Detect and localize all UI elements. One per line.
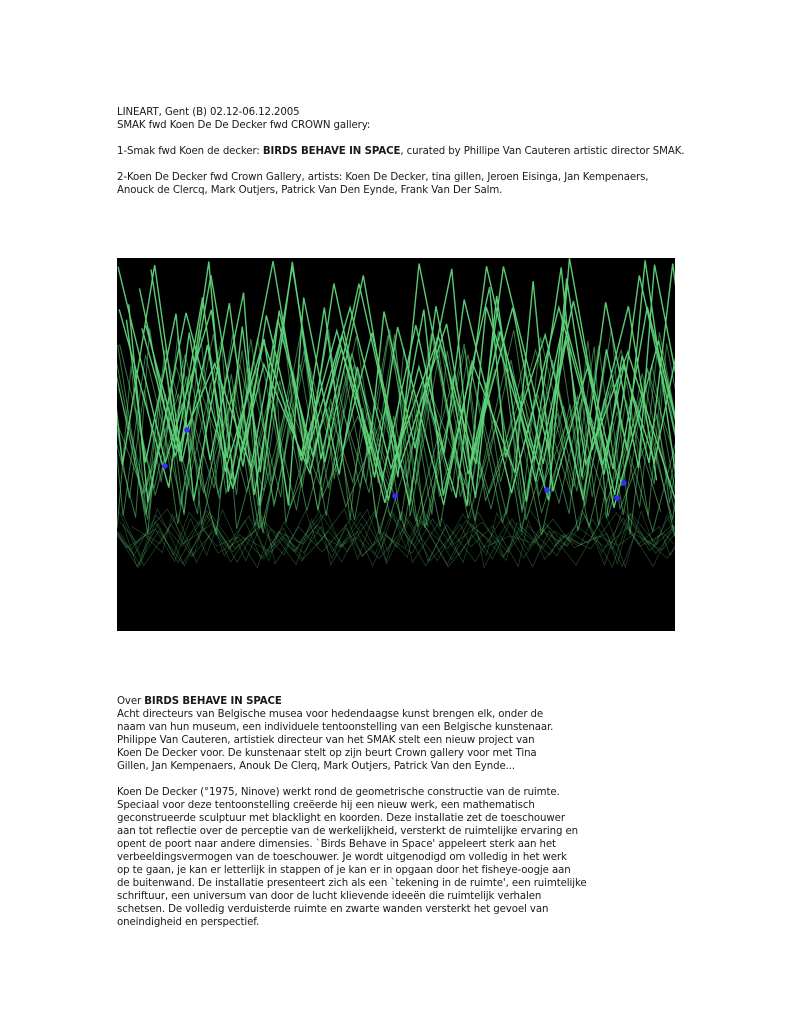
paragraph-line: Philippe Van Cauteren, artistiek directeur van het SMAK stelt een nieuw project van [117, 735, 535, 746]
exhibition-line: LINEART, Gent (B) 02.12-06.12.2005 [117, 107, 300, 118]
about-section [117, 695, 717, 929]
about-heading [117, 695, 717, 708]
paragraph-line: oneindigheid en perspectief. [117, 917, 260, 928]
paragraph-line: schriftuur, een universum van door de lucht klievende ideeën die ruimtelijk verhalen [117, 891, 542, 902]
about-paragraph-2 [117, 786, 717, 929]
header-text [117, 106, 717, 197]
paragraph-line: verbeeldingsvermogen van de toeschouwer. Je wordt uitgenodigd om volledig in het werk [117, 852, 567, 863]
paragraph-line: op te gaan, je kan er letterlijk in stappen of je kan er in opgaan door het fisheye-oogje aan [117, 865, 571, 876]
uv-dot [621, 480, 627, 486]
item-1-title: BIRDS BEHAVE IN SPACE [262, 146, 401, 157]
item-2-line-2: Anouck de Clercq, Mark Outjers, Patrick Van Den Eynde, Frank Van Der Salm. [117, 185, 503, 196]
paragraph-line: opent de poort naar andere dimensies. `Birds Behave in Space' appeleert sterk aan het [117, 839, 556, 850]
paragraph-line: schetsen. De volledig verduisterde ruimte en zwarte wanden versterkt het gevoel van [117, 904, 549, 915]
paragraph-line: de buitenwand. De installatie presenteert zich als een `tekening in de ruimte', een ruimtelijke [117, 878, 587, 889]
paragraph-line: Koen De Decker voor. De kunstenaar stelt op zijn beurt Crown gallery voor met Tina [117, 748, 537, 759]
item-2-line-1: 2-Koen De Decker fwd Crown Gallery, artists: Koen De Decker, tina gillen, Jeroen Eisinga, Jan Kempenaers, [117, 172, 649, 183]
about-paragraph-1 [117, 708, 717, 773]
uv-dot [544, 487, 550, 493]
paragraph-line: Koen De Decker (°1975, Ninove) werkt rond de geometrische constructie van de ruimte. [117, 787, 560, 798]
paragraph-line: geconstrueerde sculptuur met blacklight en koorden. Deze installatie zet de toeschouwer [117, 813, 565, 824]
paragraph-line: Gillen, Jan Kempenaers, Anouk De Clerq, Mark Outjers, Patrick Van den Eynde... [117, 761, 516, 772]
item-1 [117, 145, 717, 158]
paragraph-line: naam van hun museum, een individuele tentoonstelling van een Belgische kunstenaar. [117, 722, 554, 733]
paragraph-line: aan tot reflectie over de perceptie van de werkelijkheid, versterkt de ruimtelijke ervaring en [117, 826, 578, 837]
item-1-suffix: , curated by Phillipe Van Cauteren artistic director SMAK. [400, 146, 685, 157]
paragraph-line: Acht directeurs van Belgische musea voor hedendaagse kunst brengen elk, onder de [117, 709, 544, 720]
uv-dot [392, 493, 398, 499]
about-heading-prefix: Over [117, 696, 145, 707]
installation-photo-drawing [117, 258, 675, 631]
paragraph-line: Speciaal voor deze tentoonstelling creëerde hij een nieuw werk, een mathematisch [117, 800, 535, 811]
item-1-prefix: 1-Smak fwd Koen de decker: [117, 146, 263, 157]
uv-dot [162, 463, 168, 469]
subtitle-line: SMAK fwd Koen De De Decker fwd CROWN gallery: [117, 120, 371, 131]
installation-photo [117, 258, 675, 631]
about-heading-title: BIRDS BEHAVE IN SPACE [144, 696, 282, 707]
uv-dot [184, 427, 190, 433]
uv-dot [614, 495, 620, 501]
